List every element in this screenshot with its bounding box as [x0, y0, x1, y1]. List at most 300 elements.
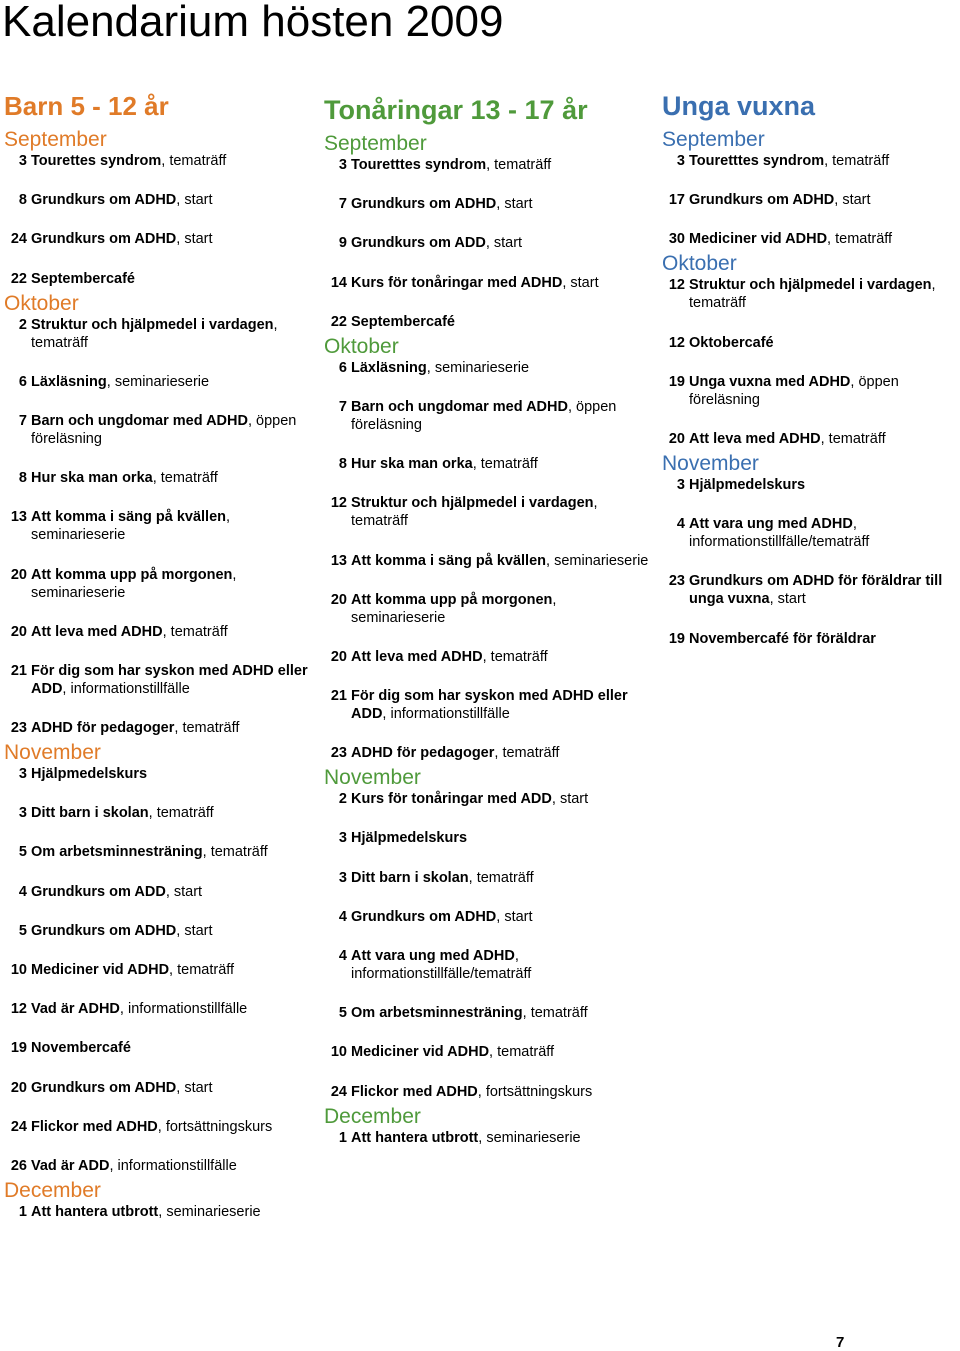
month-heading: November: [324, 766, 421, 790]
event-text: [685, 230, 960, 248]
event-type: informationstillfälle: [70, 680, 190, 697]
event-day: 23: [330, 745, 347, 762]
event-item: [662, 476, 960, 494]
event-text: [27, 566, 314, 602]
event-text: [27, 1000, 314, 1018]
column-barn: [4, 84, 314, 1221]
month-section: [662, 252, 960, 448]
event-title: Hjälpmedelskurs: [351, 830, 468, 847]
event-text: [685, 515, 960, 551]
event-title: Mediciner vid ADHD: [31, 962, 170, 978]
event-type: fortsättningskurs: [165, 1118, 273, 1135]
event-title: Hur ska man orka: [31, 470, 153, 487]
event-text: [27, 508, 314, 544]
event-day: 8: [18, 192, 27, 209]
event-separator: ,: [165, 883, 174, 900]
event-day: 5: [338, 1005, 347, 1022]
event-item: [662, 515, 960, 551]
event-text: [347, 829, 654, 847]
event-day: 3: [338, 869, 347, 886]
month-heading: November: [662, 451, 759, 475]
event-title: Grundkurs om ADHD: [351, 196, 497, 213]
event-title: Flickor med ADHD: [351, 1083, 478, 1100]
event-type: tematräff: [530, 1005, 588, 1022]
event-separator: ,: [157, 1118, 166, 1135]
event-day: 2: [338, 791, 347, 808]
event-day: 20: [330, 648, 347, 665]
event-text: [27, 230, 314, 248]
event-title: Barn och ungdomar med ADHD: [31, 412, 248, 429]
event-day: 19: [668, 630, 685, 647]
event-separator: ,: [546, 552, 555, 569]
event-day: 5: [18, 844, 27, 861]
event-item: [4, 961, 314, 979]
event-title: Att leva med ADHD: [351, 648, 483, 665]
event-title: Grundkurs om ADHD för föräldrar till unga vuxna: [689, 573, 943, 608]
event-type: informationstillfälle: [390, 706, 510, 723]
event-title: Vad är ADD: [31, 1157, 110, 1174]
event-text: [685, 276, 960, 312]
event-day: 12: [330, 495, 347, 512]
event-text: [347, 908, 654, 926]
event-text: [27, 1203, 314, 1221]
event-day: 4: [338, 948, 347, 964]
event-type: öppen föreläsning: [351, 398, 617, 433]
event-day: 3: [676, 153, 685, 169]
event-text: [685, 430, 960, 448]
event-item: [662, 230, 960, 248]
event-separator: ,: [232, 566, 237, 583]
event-item: [4, 719, 314, 737]
event-type: start: [570, 274, 599, 291]
event-type: tematräff: [832, 153, 890, 169]
event-type: start: [842, 192, 871, 209]
event-separator: ,: [202, 844, 211, 861]
event-text: [685, 152, 960, 170]
event-separator: ,: [552, 591, 557, 608]
event-type: seminarieserie: [114, 373, 210, 390]
event-type: start: [184, 192, 213, 209]
event-text: [27, 961, 314, 979]
event-item: [324, 494, 654, 530]
event-title: Mediciner vid ADHD: [689, 231, 828, 248]
event-item: [662, 191, 960, 209]
event-day: 23: [668, 573, 685, 590]
event-day: 20: [330, 591, 347, 608]
event-separator: ,: [769, 591, 778, 608]
event-item: [4, 1079, 314, 1097]
event-item: [324, 274, 654, 292]
column-tonaringar: [324, 88, 654, 1147]
event-text: [27, 843, 314, 861]
event-type: start: [173, 883, 203, 900]
event-separator: ,: [834, 192, 843, 209]
event-text: [347, 234, 654, 252]
event-item: [662, 334, 960, 352]
event-separator: ,: [496, 908, 505, 925]
event-item: [324, 687, 654, 723]
event-title: Att komma i säng på kvällen: [31, 509, 227, 526]
event-type: seminarieserie: [31, 527, 126, 544]
event-text: [347, 398, 654, 434]
event-title: Läxläsning: [31, 373, 107, 390]
month-heading: Oktober: [324, 334, 399, 358]
event-day: 7: [338, 196, 347, 213]
event-title: Struktur och hjälpmedel i vardagen: [689, 277, 932, 294]
event-item: [324, 908, 654, 926]
event-text: [685, 334, 960, 352]
event-separator: ,: [62, 680, 71, 697]
event-type: informationstillfälle: [127, 1001, 248, 1018]
event-type: tematräff: [828, 430, 886, 447]
event-type: informationstillfälle/tematräff: [689, 534, 870, 551]
event-title: Novembercafé för föräldrar: [689, 630, 876, 647]
event-text: [27, 765, 314, 783]
event-item: [4, 765, 314, 783]
event-day: 9: [338, 235, 347, 252]
event-text: [347, 687, 654, 723]
event-title: Att leva med ADHD: [689, 430, 821, 447]
event-item: [4, 883, 314, 901]
event-item: [324, 552, 654, 570]
event-type: start: [504, 908, 533, 925]
month-heading: December: [324, 1104, 421, 1128]
event-title: Struktur och hjälpmedel i vardagen: [351, 495, 594, 512]
event-text: [347, 274, 654, 292]
event-text: [27, 662, 314, 698]
month-section: [324, 132, 654, 331]
event-day: 4: [338, 908, 347, 925]
event-text: [27, 469, 314, 487]
event-item: [4, 566, 314, 602]
event-type: seminarieserie: [434, 359, 530, 376]
month-heading: November: [4, 741, 101, 765]
event-item: [324, 790, 654, 808]
event-separator: ,: [852, 516, 857, 533]
event-text: [27, 373, 314, 391]
event-type: tematräff: [480, 456, 538, 473]
event-type: start: [777, 591, 806, 608]
event-title: Att hantera utbrott: [31, 1203, 159, 1220]
event-day: 8: [18, 470, 27, 487]
event-separator: ,: [158, 1203, 167, 1220]
event-type: tematräff: [494, 157, 552, 173]
event-title: Ditt barn i skolan: [31, 805, 149, 822]
event-item: [4, 373, 314, 391]
event-item: [662, 572, 960, 608]
event-separator: ,: [109, 1157, 118, 1174]
event-title: Om arbetsminnesträning: [31, 844, 203, 861]
event-type: tematräff: [160, 470, 218, 487]
event-separator: ,: [176, 1079, 185, 1096]
event-day: 4: [18, 883, 27, 900]
event-text: [347, 790, 654, 808]
event-day: 3: [18, 766, 27, 783]
event-item: [662, 630, 960, 648]
event-text: [347, 1129, 654, 1147]
event-item: [324, 947, 654, 983]
event-separator: ,: [169, 962, 178, 978]
event-item: [324, 869, 654, 887]
event-text: [347, 195, 654, 213]
event-item: [324, 1004, 654, 1022]
event-type: start: [184, 231, 213, 248]
event-day: 14: [330, 274, 347, 291]
event-item: [324, 359, 654, 377]
event-day: 22: [330, 313, 347, 330]
event-day: 22: [10, 270, 27, 287]
event-day: 3: [676, 476, 685, 493]
event-item: [4, 922, 314, 940]
event-title: Att vara ung med ADHD: [689, 516, 853, 533]
event-text: [347, 494, 654, 530]
event-separator: ,: [273, 316, 278, 333]
event-title: Mediciner vid ADHD: [351, 1044, 490, 1061]
event-day: 6: [18, 373, 27, 390]
event-title: Grundkurs om ADD: [31, 883, 166, 900]
event-title: Oktobercafé: [689, 334, 774, 351]
month-section: [324, 766, 654, 1100]
event-item: [4, 804, 314, 822]
month-section: [324, 335, 654, 763]
event-day: 3: [18, 805, 27, 822]
event-type: tematräff: [490, 648, 548, 665]
event-day: 6: [338, 359, 347, 376]
event-separator: ,: [562, 274, 571, 291]
event-type: start: [184, 1079, 213, 1096]
event-day: 1: [338, 1129, 347, 1146]
event-day: 7: [18, 412, 27, 429]
event-item: [4, 1118, 314, 1136]
event-type: öppen föreläsning: [689, 373, 899, 408]
event-text: [347, 359, 654, 377]
event-text: [347, 1043, 654, 1061]
event-type: tematräff: [170, 623, 228, 640]
event-type: informationstillfälle: [117, 1157, 237, 1174]
event-type: tematräff: [476, 869, 534, 886]
month-heading: September: [4, 128, 107, 151]
page-title: Kalendarium hösten 2009: [2, 0, 504, 46]
event-title: Novembercafé: [31, 1040, 131, 1057]
event-title: För dig som har syskon med ADHD eller ADD: [31, 662, 308, 697]
event-separator: ,: [176, 192, 185, 209]
event-item: [324, 156, 654, 174]
event-day: 1: [18, 1203, 27, 1220]
event-title: Ditt barn i skolan: [351, 869, 469, 886]
event-title: Tourettes syndrom: [31, 153, 162, 169]
event-text: [347, 947, 654, 983]
event-item: [4, 152, 314, 170]
event-title: ADHD för pedagoger: [31, 720, 175, 737]
event-title: Hjälpmedelskurs: [689, 476, 806, 493]
event-text: [347, 1004, 654, 1022]
event-separator: ,: [485, 235, 494, 252]
event-item: [324, 744, 654, 762]
event-item: [4, 1157, 314, 1175]
event-text: [347, 156, 654, 174]
event-separator: ,: [482, 648, 491, 665]
event-separator: ,: [477, 1083, 486, 1100]
event-type: tematräff: [156, 805, 214, 822]
event-separator: ,: [567, 398, 577, 415]
event-title: Unga vuxna med ADHD: [689, 373, 851, 390]
event-type: start: [504, 196, 533, 213]
event-separator: ,: [820, 430, 829, 447]
event-day: 30: [668, 231, 685, 248]
event-type: fortsättningskurs: [485, 1083, 593, 1100]
event-title: Hjälpmedelskurs: [31, 766, 148, 783]
event-title: Flickor med ADHD: [31, 1118, 158, 1135]
event-text: [27, 883, 314, 901]
event-separator: ,: [119, 1001, 128, 1018]
page-number: 7: [836, 1334, 845, 1351]
event-day: 13: [330, 552, 347, 569]
event-day: 20: [10, 566, 27, 583]
event-text: [27, 270, 314, 288]
event-separator: ,: [824, 153, 833, 169]
event-item: [324, 829, 654, 847]
event-title: Att komma i säng på kvällen: [351, 552, 547, 569]
event-type: tematräff: [177, 962, 235, 978]
event-separator: ,: [161, 153, 170, 169]
event-text: [347, 455, 654, 473]
event-item: [4, 316, 314, 352]
event-title: Grundkurs om ADD: [351, 235, 486, 252]
event-title: Struktur och hjälpmedel i vardagen: [31, 316, 274, 333]
event-type: seminarieserie: [486, 1129, 581, 1146]
event-day: 20: [10, 623, 27, 640]
event-type: tematräff: [351, 513, 408, 530]
event-separator: ,: [593, 495, 598, 512]
event-text: [27, 804, 314, 822]
event-text: [347, 869, 654, 887]
event-item: [324, 1083, 654, 1101]
event-day: 3: [338, 830, 347, 847]
month-section: [324, 1105, 654, 1147]
month-section: [662, 128, 960, 248]
event-text: [27, 191, 314, 209]
event-item: [324, 195, 654, 213]
event-text: [347, 744, 654, 762]
event-item: [4, 1000, 314, 1018]
event-item: [4, 270, 314, 288]
event-separator: ,: [426, 359, 435, 376]
event-title: Grundkurs om ADHD: [31, 231, 177, 248]
event-day: 19: [10, 1040, 27, 1057]
month-section: [4, 741, 314, 1175]
column-title: Unga vuxna: [662, 91, 816, 121]
event-separator: ,: [551, 791, 560, 808]
event-day: 3: [338, 157, 347, 173]
event-separator: ,: [247, 412, 257, 429]
event-item: [4, 191, 314, 209]
event-title: Att leva med ADHD: [31, 623, 163, 640]
event-separator: ,: [486, 157, 495, 173]
event-day: 5: [18, 922, 27, 939]
event-separator: ,: [152, 470, 161, 487]
event-type: informationstillfälle/tematräff: [351, 966, 532, 982]
event-title: Att komma upp på morgonen: [31, 566, 233, 583]
event-title: Att hantera utbrott: [351, 1129, 479, 1146]
event-type: tematräff: [497, 1044, 555, 1061]
event-day: 13: [10, 509, 27, 526]
event-type: tematräff: [182, 720, 240, 737]
event-separator: ,: [827, 231, 836, 248]
event-separator: ,: [176, 922, 185, 939]
event-text: [27, 152, 314, 170]
event-text: [27, 1157, 314, 1175]
column-unga-vuxna: [662, 84, 960, 648]
event-text: [347, 1083, 654, 1101]
event-separator: ,: [472, 456, 481, 473]
event-type: öppen föreläsning: [31, 412, 297, 447]
event-day: 7: [338, 398, 347, 415]
column-title: Barn 5 - 12 år: [4, 91, 169, 121]
event-item: [324, 313, 654, 331]
event-title: Septembercafé: [31, 270, 135, 287]
event-item: [324, 1129, 654, 1147]
event-separator: ,: [478, 1129, 487, 1146]
event-text: [27, 719, 314, 737]
event-title: För dig som har syskon med ADHD eller ADD: [351, 688, 628, 723]
event-item: [662, 276, 960, 312]
event-text: [685, 572, 960, 608]
event-item: [4, 662, 314, 698]
event-type: seminarieserie: [31, 584, 126, 601]
event-day: 19: [668, 373, 685, 390]
event-title: ADHD för pedagoger: [351, 745, 495, 762]
event-day: 21: [330, 688, 347, 705]
event-text: [685, 476, 960, 494]
event-text: [27, 1079, 314, 1097]
event-day: 23: [10, 720, 27, 737]
event-item: [4, 230, 314, 248]
event-type: start: [184, 922, 213, 939]
event-text: [27, 623, 314, 641]
month-heading: Oktober: [4, 291, 79, 315]
event-item: [4, 412, 314, 448]
month-section: [662, 452, 960, 648]
event-separator: ,: [468, 869, 477, 886]
event-text: [347, 648, 654, 666]
event-separator: ,: [850, 373, 859, 390]
event-title: Barn och ungdomar med ADHD: [351, 398, 568, 415]
event-text: [347, 313, 654, 331]
event-separator: ,: [494, 745, 503, 762]
event-item: [324, 1043, 654, 1061]
event-type: start: [559, 791, 589, 808]
event-separator: ,: [176, 231, 185, 248]
event-day: 10: [10, 962, 27, 978]
event-type: seminarieserie: [554, 552, 649, 569]
event-item: [324, 648, 654, 666]
event-item: [4, 469, 314, 487]
event-type: tematräff: [689, 295, 746, 312]
event-separator: ,: [106, 373, 115, 390]
event-separator: ,: [162, 623, 171, 640]
event-item: [4, 623, 314, 641]
event-day: 24: [330, 1083, 347, 1100]
event-type: tematräff: [169, 153, 227, 169]
event-type: start: [493, 235, 523, 252]
event-text: [27, 316, 314, 352]
event-type: tematräff: [210, 844, 268, 861]
event-item: [4, 1039, 314, 1057]
column-title: Tonåringar 13 - 17 år: [324, 95, 588, 125]
event-day: 12: [668, 334, 685, 351]
month-heading: September: [324, 132, 427, 155]
month-heading: September: [662, 128, 765, 151]
